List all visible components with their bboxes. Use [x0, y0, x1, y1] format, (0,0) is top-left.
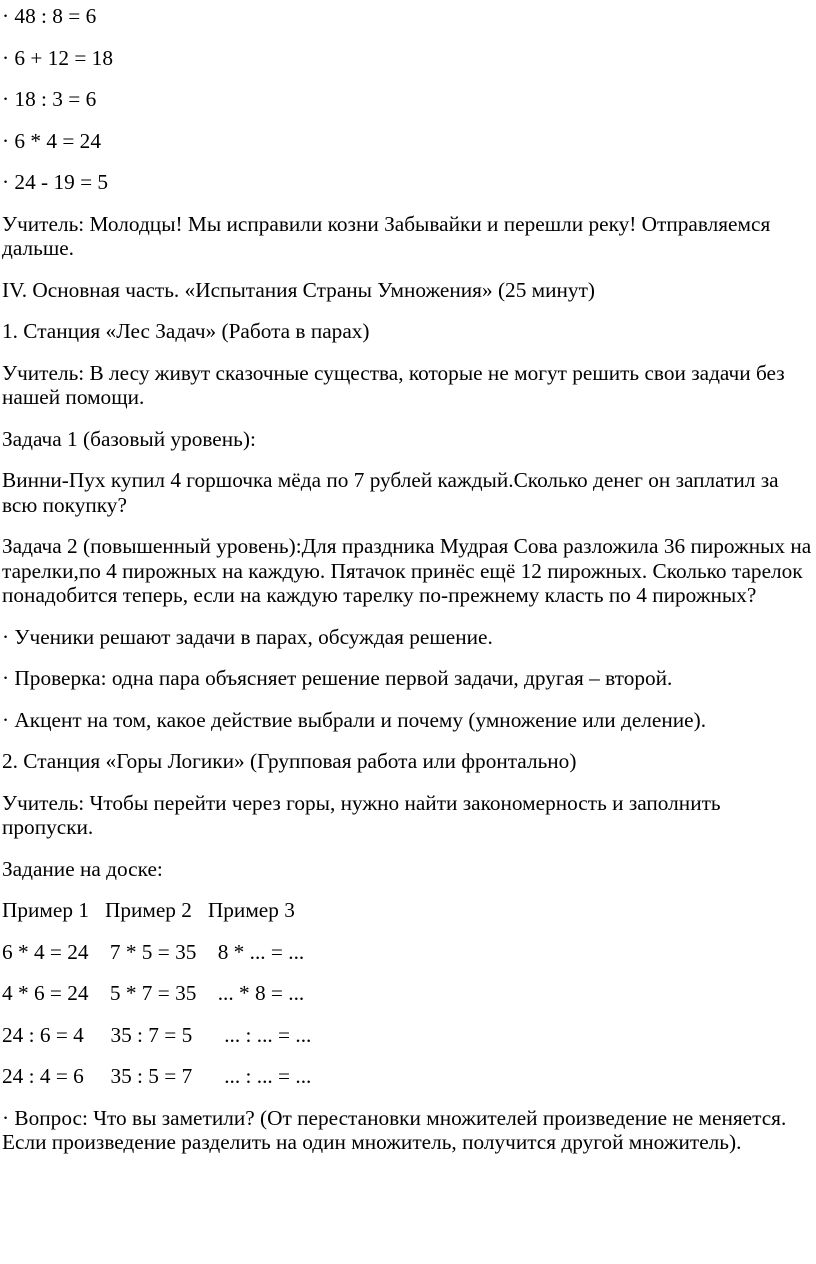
- examples-row-4: 24 : 4 = 6 35 : 5 = 7 ... : ... = ...: [2, 1064, 312, 1088]
- task-2-text: Задача 2 (повышенный уровень):Для праздника Мудрая Сова разложила 36 пирожных на тарелки,по 4 пирожных на каждую. Пятачок принёс ещё 12 пирожных. Сколько тарелок понадобится теперь, если на каждую тарелку по-прежнему класть по 4 пирожных?: [2, 534, 812, 607]
- section-heading: IV. Основная часть. «Испытания Страны Умножения» (25 минут): [2, 277, 595, 302]
- equation-line-4: · 6 * 4 = 24: [2, 128, 101, 153]
- task-1-heading: Задача 1 (базовый уровень):: [2, 426, 256, 451]
- teacher-remark-2: Учитель: В лесу живут сказочные существа, которые не могут решить свои задачи без нашей помощи.: [2, 360, 785, 409]
- equation-line-1: · 48 : 8 = 6: [2, 4, 97, 28]
- teacher-remark-3: Учитель: Чтобы перейти через горы, нужно найти закономерность и заполнить пропуски.: [2, 790, 721, 839]
- equation-line-5: · 24 - 19 = 5: [2, 170, 109, 194]
- station-heading-2: 2. Станция «Горы Логики» (Групповая работа или фронтально): [2, 749, 577, 773]
- board-task-heading: Задание на доске:: [2, 856, 163, 881]
- equation-line-3: · 18 : 3 = 6: [2, 87, 97, 111]
- bullet-question: · Вопрос: Что вы заметили? (От перестановки множителей произведение не меняется. Если произведение разделить на один множитель, получится другой множитель).: [2, 1105, 787, 1154]
- examples-row-2: 4 * 6 = 24 5 * 7 = 35 ... * 8 = ...: [2, 981, 305, 1005]
- equation-line-2: · 6 + 12 = 18: [2, 45, 113, 70]
- examples-header-row: Пример 1 Пример 2 Пример 3: [2, 898, 295, 922]
- station-heading-1: 1. Станция «Лес Задач» (Работа в парах): [2, 319, 370, 343]
- bullet-pairs: · Ученики решают задачи в парах, обсуждая решение.: [2, 624, 493, 649]
- bullet-accent: · Акцент на том, какое действие выбрали и почему (умножение или деление).: [2, 707, 707, 732]
- examples-row-3: 24 : 6 = 4 35 : 7 = 5 ... : ... = ...: [2, 1022, 312, 1047]
- teacher-remark-1: Учитель: Молодцы! Мы исправили козни Забывайки и перешли реку! Отправляемся дальше.: [2, 211, 771, 260]
- examples-row-1: 6 * 4 = 24 7 * 5 = 35 8 * ... = ...: [2, 939, 305, 964]
- task-1-text: Винни-Пух купил 4 горшочка мёда по 7 рублей каждый.Сколько денег он заплатил за всю покупку?: [2, 468, 779, 517]
- bullet-check: · Проверка: одна пара объясняет решение первой задачи, другая – второй.: [2, 666, 673, 690]
